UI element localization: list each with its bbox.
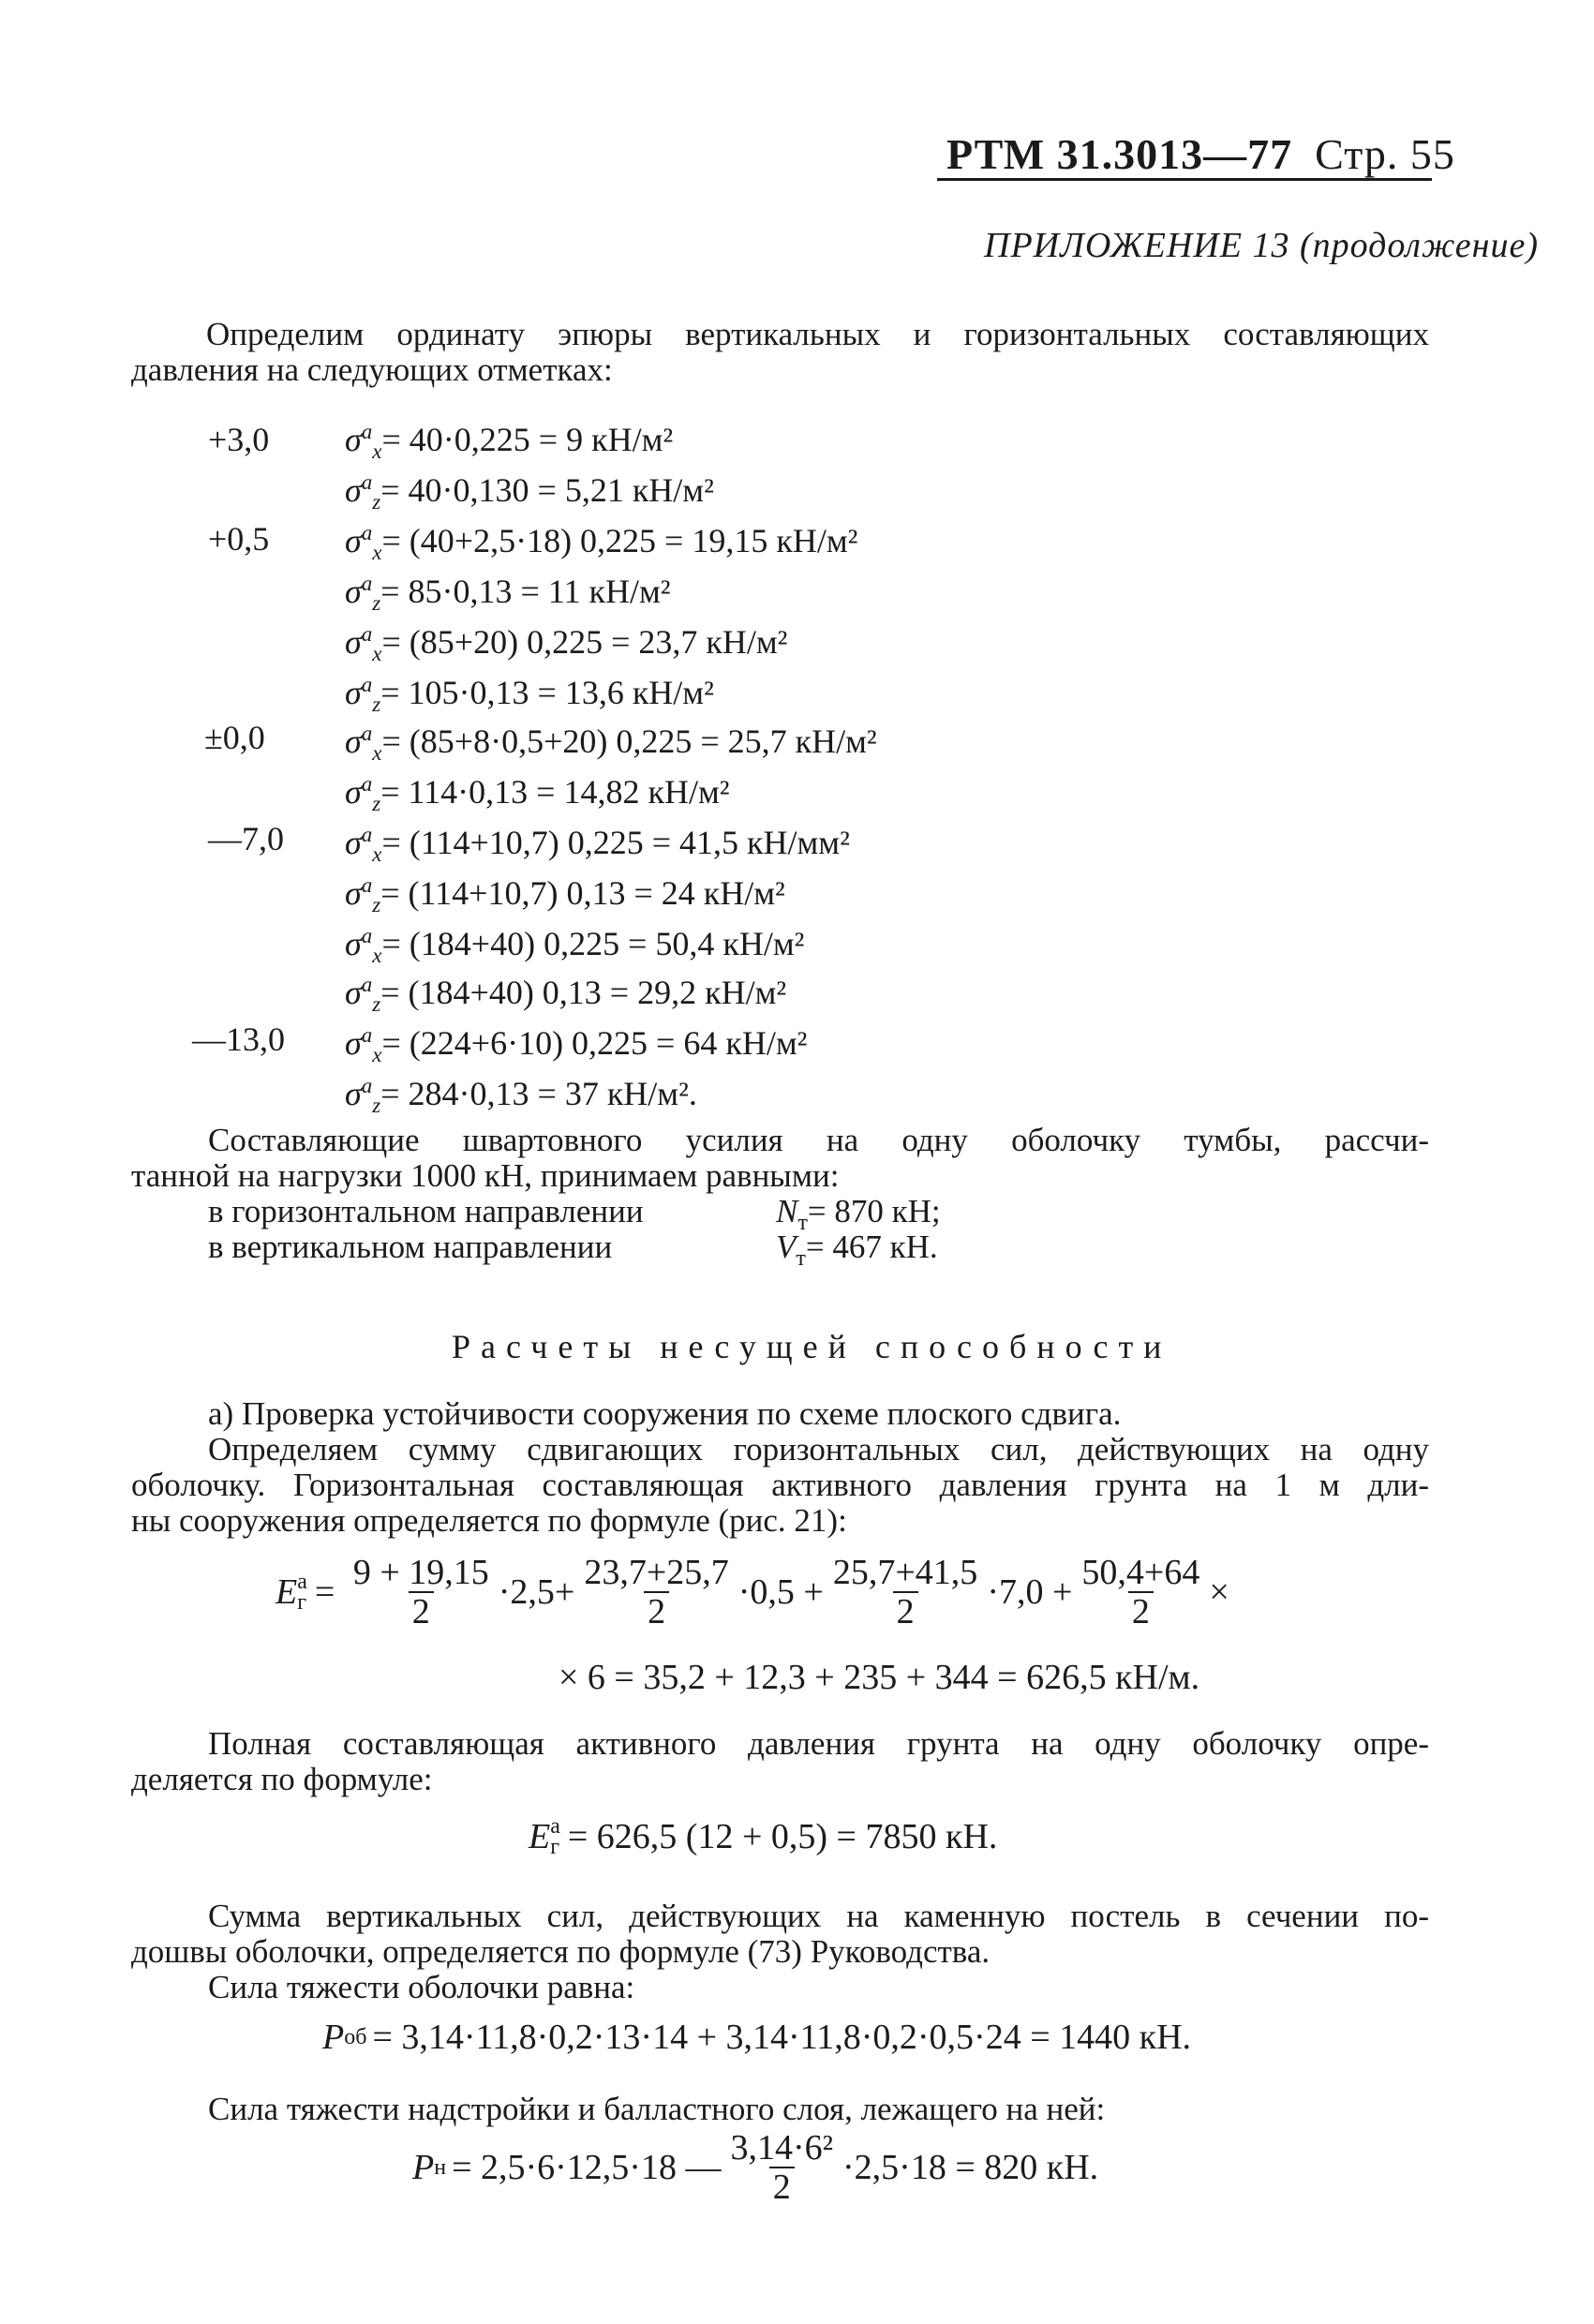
- active-pressure-result: × 6 = 35,2 + 12,3 + 235 + 344 = 626,5 кН/м.: [559, 1658, 1200, 1697]
- stress-equation: $\sigma^a_z= (184+40) 0,13 = 29,2$ кН/м²: [345, 973, 787, 1017]
- shear-line-3: ны сооружения определяется по формуле (рис. 21):: [131, 1502, 847, 1539]
- stress-equation: $\sigma^a_x= (224+6\cdot 10) 0,225 = 64$ кН/м²: [345, 1023, 808, 1067]
- level-label: +3,0: [208, 421, 270, 458]
- stress-equation: $\sigma^a_z= 114\cdot 0,13 = 14,82$ кН/м²: [345, 772, 730, 816]
- horizontal-label: в горизонтальном направлении: [208, 1193, 644, 1229]
- doc-code-text: РТМ 31.3013—77: [946, 130, 1293, 178]
- shear-line-2: оболочку. Горизонтальная составляющая активного давления грунта на 1 м дли-: [131, 1467, 1429, 1503]
- stress-equation: $\sigma^a_x= (85+20) 0,225 = 23,7$ кН/м²: [345, 622, 788, 666]
- horizontal-value: $N_т= 870$ кН;: [776, 1193, 941, 1235]
- stress-equation: $\sigma^a_z= (114+10,7) 0,13 = 24$ кН/м²: [345, 873, 785, 917]
- full-line-2: деляется по формуле:: [131, 1761, 433, 1797]
- fraction: $\frac{\text{3,14·6²}}{2}$: [730, 2128, 834, 2207]
- stress-equation: $\sigma^a_x= (114+10,7) 0,225 = 41,5$ кН/мм²: [345, 823, 850, 867]
- vert-line-1: Сумма вертикальных сил, действующих на каменную постель в сечении по-: [208, 1898, 1429, 1934]
- full-line-1: Полная составляющая активного давления грунта на одну оболочку опре-: [208, 1725, 1429, 1762]
- level-label: ±0,0: [204, 719, 265, 756]
- shear-line-1: Определяем сумму сдвигающих горизонтальных сил, действующих на одну: [208, 1431, 1429, 1467]
- fraction: $\frac{25,7+41,5}{2}$: [832, 1553, 978, 1631]
- check-a: а) Проверка устойчивости сооружения по схеме плоского сдвига.: [208, 1395, 1122, 1432]
- fraction: $\frac{23,7+25,7}{2}$: [584, 1553, 729, 1631]
- superstructure-label: Сила тяжести надстройки и балластного слоя, лежащего на ней:: [208, 2091, 1106, 2127]
- level-label: +0,5: [208, 520, 270, 558]
- appendix-title: ПРИЛОЖЕНИЕ 13 (продолжение): [984, 226, 1540, 265]
- stress-equation: $\sigma^a_z= 105\cdot 0,13 = 13,6$ кН/м²: [345, 673, 714, 717]
- vertical-label: в вертикальном направлении: [208, 1229, 613, 1265]
- shell-weight-formula: P об = 3,14·11,8·0,2·13·14 + 3,14·11,8·0,2·0,5·24 = 1440 кН.: [322, 2018, 1192, 2057]
- shell-weight-label: Сила тяжести оболочки равна:: [208, 1969, 635, 2005]
- stress-equation: $\sigma^a_z= 284\cdot 0,13 = 37$ кН/м².: [345, 1074, 697, 1118]
- full-pressure-formula: E а г = 626,5 (12 + 0,5) = 7850 кН.: [529, 1814, 998, 1859]
- active-pressure-formula: E а г = $\frac{9 + 19,15}{2}$ ·2,5+ $\frac{23,7+25,7}{2}$ ·0,5 + $\frac{25,7+41,5}{2}$ ·7,0 + $\frac{50,4+64}{2}$ ×: [276, 1553, 1229, 1631]
- stress-equation: $\sigma^a_z= 40\cdot 0,130 = 5,21$ кН/м²: [345, 470, 714, 514]
- document-code: [946, 129, 1455, 179]
- stress-equation: $\sigma^a_x= (85+8\cdot 0,5+20) 0,225 = 25,7$ кН/м²: [345, 722, 877, 766]
- intro-line-2: давления на следующих отметках:: [131, 351, 613, 388]
- superstructure-formula: P н = 2,5·6·12,5·18 — $\frac{\text{3,14·6²}}{2}$ ·2,5·18 = 820 кН.: [412, 2128, 1099, 2207]
- intro-line-1: Определим ординату эпюры вертикальных и горизонтальных составляющих: [206, 316, 1429, 352]
- mooring-line-2: танной на нагрузки 1000 кН, принимаем равными:: [131, 1157, 840, 1194]
- level-label: —7,0: [208, 820, 284, 857]
- stress-equation: $\sigma^a_x= (184+40) 0,225 = 50,4$ кН/м²: [345, 924, 805, 968]
- header-rule: [937, 178, 1432, 181]
- fraction: $\frac{50,4+64}{2}$: [1081, 1553, 1200, 1631]
- stress-equation: $\sigma^a_x= 40\cdot 0,225 = 9$ кН/м²: [345, 420, 674, 464]
- mooring-line-1: Составляющие швартовного усилия на одну оболочку тумбы, рассчи-: [208, 1122, 1429, 1158]
- page-number: Стр. 55: [1315, 130, 1455, 178]
- stress-equation: $\sigma^a_x= (40+2,5\cdot 18) 0,225 = 19,15$ кН/м²: [345, 521, 858, 565]
- vertical-value: $V_т= 467$ кН.: [776, 1229, 938, 1271]
- vert-line-2: дошвы оболочки, определяется по формуле (73) Руководства.: [131, 1933, 991, 1970]
- fraction: $\frac{9 + 19,15}{2}$: [352, 1553, 489, 1631]
- level-label: —13,0: [192, 1020, 285, 1058]
- section-title: Расчеты несущей способности: [452, 1328, 1172, 1365]
- stress-equation: $\sigma^a_z= 85\cdot 0,13 = 11$ кН/м²: [345, 572, 671, 616]
